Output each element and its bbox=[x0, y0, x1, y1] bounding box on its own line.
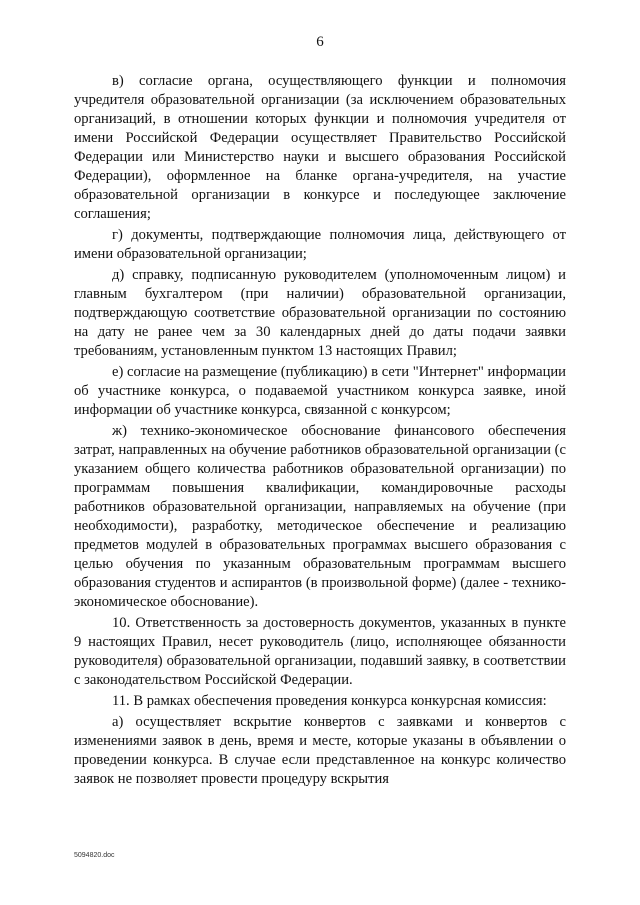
paragraph-clause-10: 10. Ответственность за достоверность документов, указанных в пункте 9 настоящих Правил, несет руководитель (лицо, исполняющее обязанности руководителя) образовательной организации, подавший заявку, в соответствии с законодательством Российской Федерации. bbox=[74, 615, 566, 688]
paragraph-item-e: е) согласие на размещение (публикацию) в сети "Интернет" информации об участнике конкурса, о подаваемой участником конкурса заявке, иной информации об участнике конкурса, связанной с конкурсом; bbox=[74, 364, 566, 418]
paragraph-item-d: д) справку, подписанную руководителем (уполномоченным лицом) и главным бухгалтером (при наличии) образовательной организации, подтверждающую соответствие образовательной организации по состоянию на дату не ранее чем за 30 календарных дней до даты подачи заявки требованиям, установленным пунктом 13 настоящих Правил; bbox=[74, 267, 566, 359]
page-number: 6 bbox=[316, 34, 324, 50]
paragraph-item-v: в) согласие органа, осуществляющего функции и полномочия учредителя образовательной организации (за исключением образовательных организаций, в отношении которых функции и полномочия учредителя от имени Российской Федерации осуществляет Правительство Российской Федерации или Министерство науки и высшего образования Российской Федерации), оформленное на бланке органа-учредителя, на участие образовательной организации в конкурсе и последующее заключение соглашения; bbox=[74, 73, 566, 222]
paragraph-clause-11: 11. В рамках обеспечения проведения конкурса конкурсная комиссия: bbox=[112, 693, 547, 709]
footer-filename: 5094820.doc bbox=[74, 852, 115, 859]
paragraph-item-zh: ж) технико-экономическое обоснование финансового обеспечения затрат, направленных на обучение работников образовательной организации (с указанием общего количества работников образовательной организации) по программам повышения квалификации, командировочные расходы работников образовательной организации, направляемых на обучение (при необходимости), разработку, методическое обеспечение и реализацию предметов модулей в образовательных программах высшего образования с целью обучения по указанным образовательным программам высшего образования студентов и аспирантов (в произвольной форме) (далее - технико-экономическое обоснование). bbox=[74, 423, 566, 610]
paragraph-item-a: а) осуществляет вскрытие конвертов с заявками и конвертов с изменениями заявок в день, время и месте, которые указаны в объявлении о проведении конкурса. В случае если представленное на конкурс количество заявок не позволяет провести процедуру вскрытия bbox=[74, 714, 566, 787]
document-body bbox=[74, 72, 566, 789]
paragraph-item-g: г) документы, подтверждающие полномочия лица, действующего от имени образовательной организации; bbox=[74, 227, 566, 262]
